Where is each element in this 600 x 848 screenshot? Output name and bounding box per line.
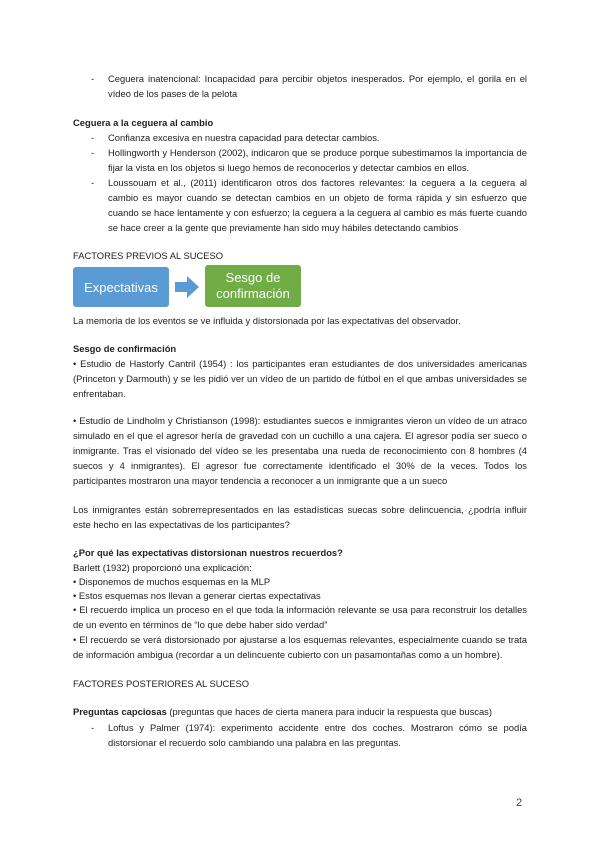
bullet-item: • Estos esquemas nos llevan a generar ciertas expectativas <box>73 590 321 601</box>
list-item: Loussouam et al., (2011) identificaron otros dos factores relevantes: la ceguera a la ceguera al cambio es mayor cuando se detectan cambios en un objeto de forma rápida y sin esfuerzo que cuando se hace lentamente y con esfuerzo; la ceguera a la ceguera al cambio es más fuerte cuando se hace creer a la gente que previamente han sido muy hábiles detectando cambios <box>108 177 527 233</box>
preguntas-description: (preguntas que haces de cierta manera para inducir la respuesta que buscas) <box>166 706 492 717</box>
page-number: 2 <box>516 797 523 809</box>
paragraph-inmigrantes: Los inmigrantes están sobrerrepresentados en las estadísticas suecas sobre delincuencia, ¿podría influir este hecho en las expectativas de los participantes? <box>73 504 527 530</box>
list-dash: - <box>91 132 95 143</box>
paragraph-hastorf: • Estudio de Hastorfy Cantril (1954) : los participantes eran estudiantes de dos universidades americanas (Princeton y Darmouth) y se les pidió ver un vídeo de un partido de fútbol en el que ambas universidades se enfrentaban. <box>73 358 527 399</box>
section-heading-ceguera: Ceguera a la ceguera al cambio <box>73 117 214 128</box>
paragraph-lindholm: • Estudio de Lindholm y Christianson (1998): estudiantes suecos e inmigrantes vieron un vídeo de un atraco simulado en el que el agresor hería de gravedad con un cuchillo a una cajera. El agresor podía ser sueco o inmigrante. Tras el visionado del vídeo se les presentaba una rueda de reconocimiento con 8 hombres (4 suecos y 4 inmigrantes). El agresor fue correctamente identificado el 30% de la veces. Todos los participantes mostraron una mayor tendencia a reconocer a un inmigrante que a un sueco <box>73 415 527 486</box>
list-item: Loftus y Palmer (1974): experimento accidente entre dos coches. Mostraron cómo se podía distorsionar el recuerdo solo cambiando una palabra en las preguntas. <box>108 722 527 748</box>
paragraph-preguntas <box>73 704 527 719</box>
list-dash: - <box>91 147 95 158</box>
section-heading-porque: ¿Por qué las expectativas distorsionan nuestros recuerdos? <box>73 547 343 558</box>
bullet-item: • El recuerdo se verá distorsionado por ajustarse a los esquemas relevantes, especialmente cuando se trata de información ambigua (recordar a un delincuente cubierto con un pasamontañas como a un hombre). <box>73 634 527 660</box>
list-dash: - <box>91 722 95 733</box>
list-item: Hollingworth y Henderson (2002), indicaron que se produce porque subestimamos la importancia de fijar la vista en los objetos si luego hemos de reconocerlos y detectar cambios en ellos. <box>108 147 527 173</box>
section-title-posteriores: FACTORES POSTERIORES AL SUCESO <box>73 678 250 689</box>
list-item: Confianza excesiva en nuestra capacidad para detectar cambios. <box>108 132 380 143</box>
list-dash: - <box>91 73 95 84</box>
section-heading-sesgo: Sesgo de confirmación <box>73 343 177 354</box>
section-title-previos: FACTORES PREVIOS AL SUCESO <box>73 250 224 261</box>
list-dash: - <box>91 177 95 188</box>
bullet-item: • Disponemos de muchos esquemas en la MLP <box>73 576 271 587</box>
preguntas-heading: Preguntas capciosas <box>73 706 167 717</box>
paragraph-memoria: La memoria de los eventos se ve influida y distorsionada por las expectativas del observador. <box>73 315 461 326</box>
diagram-box-expectativas: Expectativas <box>73 267 169 307</box>
paragraph-barlett: Barlett (1932) proporcionó una explicación: <box>73 562 252 573</box>
diagram-box-sesgo: Sesgo de confirmación <box>205 265 301 307</box>
list-item: Ceguera inatencional: Incapacidad para percibir objetos inesperados. Por ejemplo, el gorila en el vídeo de los pases de la pelota <box>108 73 527 99</box>
arrow-right-icon <box>175 276 199 298</box>
bullet-item: • El recuerdo implica un proceso en el que toda la información relevante se usa para reconstruir los detalles de un evento en términos de “lo que debe haber sido verdad” <box>73 604 527 630</box>
